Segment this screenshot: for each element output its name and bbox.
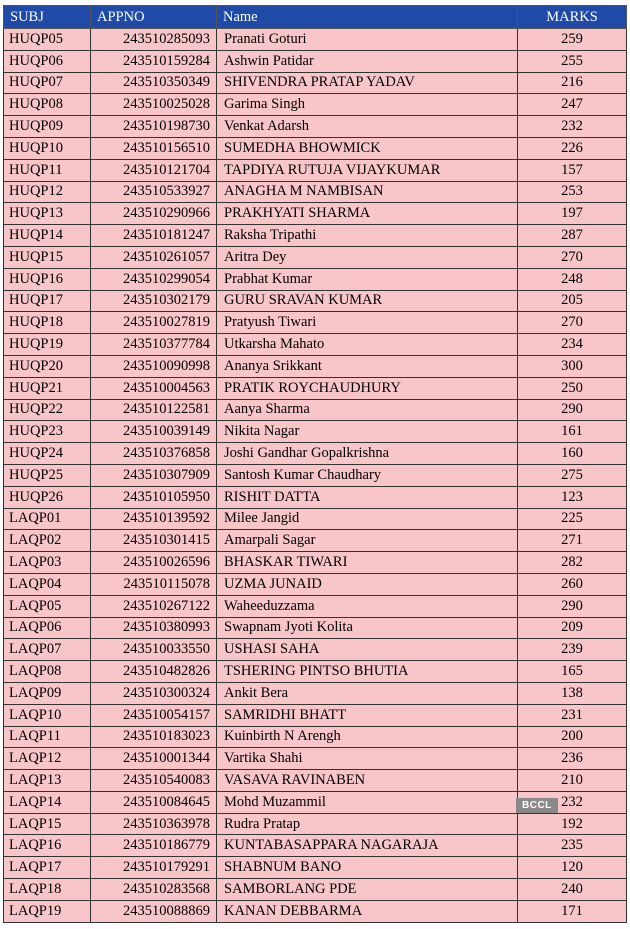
cell-appno: 243510377784 <box>91 334 217 356</box>
cell-name: SUMEDHA BHOWMICK <box>217 137 518 159</box>
cell-subj: LAQP18 <box>4 879 91 901</box>
cell-appno: 243510025028 <box>91 94 217 116</box>
cell-name: Santosh Kumar Chaudhary <box>217 464 518 486</box>
cell-marks: 209 <box>518 617 627 639</box>
cell-subj: HUQP23 <box>4 421 91 443</box>
cell-appno: 243510105950 <box>91 486 217 508</box>
cell-marks: 161 <box>518 421 627 443</box>
table-row <box>4 225 627 247</box>
cell-name: Milee Jangid <box>217 508 518 530</box>
cell-subj: HUQP24 <box>4 443 91 465</box>
cell-name: Raksha Tripathi <box>217 225 518 247</box>
cell-name: Amarpali Sagar <box>217 530 518 552</box>
column-header-marks: MARKS <box>518 6 627 29</box>
cell-name: KANAN DEBBARMA <box>217 900 518 922</box>
cell-marks: 160 <box>518 443 627 465</box>
cell-marks: 235 <box>518 835 627 857</box>
table-row <box>4 748 627 770</box>
table-row <box>4 50 627 72</box>
cell-appno: 243510115078 <box>91 573 217 595</box>
cell-subj: LAQP13 <box>4 770 91 792</box>
cell-marks: 232 <box>518 116 627 138</box>
cell-subj: LAQP01 <box>4 508 91 530</box>
cell-subj: HUQP20 <box>4 355 91 377</box>
cell-name: Mohd Muzammil <box>217 791 518 813</box>
cell-appno: 243510156510 <box>91 137 217 159</box>
table-row <box>4 116 627 138</box>
cell-marks: 205 <box>518 290 627 312</box>
column-header-name: Name <box>217 6 518 29</box>
table-row <box>4 443 627 465</box>
cell-appno: 243510540083 <box>91 770 217 792</box>
cell-name: SAMBORLANG PDE <box>217 879 518 901</box>
table-body <box>4 29 627 923</box>
cell-marks: 248 <box>518 268 627 290</box>
cell-subj: LAQP15 <box>4 813 91 835</box>
bccl-watermark: BCCL <box>516 798 558 813</box>
table-row <box>4 399 627 421</box>
cell-name: Vartika Shahi <box>217 748 518 770</box>
cell-marks: 259 <box>518 29 627 51</box>
cell-marks: 171 <box>518 900 627 922</box>
cell-appno: 243510307909 <box>91 464 217 486</box>
cell-appno: 243510350349 <box>91 72 217 94</box>
cell-subj: HUQP11 <box>4 159 91 181</box>
cell-subj: HUQP07 <box>4 72 91 94</box>
cell-marks: 270 <box>518 246 627 268</box>
cell-marks: 250 <box>518 377 627 399</box>
cell-name: Aritra Dey <box>217 246 518 268</box>
cell-marks: 271 <box>518 530 627 552</box>
cell-marks: 239 <box>518 639 627 661</box>
table-row <box>4 704 627 726</box>
cell-appno: 243510054157 <box>91 704 217 726</box>
cell-name: SAMRIDHI BHATT <box>217 704 518 726</box>
cell-marks: 226 <box>518 137 627 159</box>
cell-appno: 243510285093 <box>91 29 217 51</box>
table-row <box>4 159 627 181</box>
table-row <box>4 334 627 356</box>
cell-subj: LAQP06 <box>4 617 91 639</box>
cell-subj: HUQP16 <box>4 268 91 290</box>
cell-appno: 243510186779 <box>91 835 217 857</box>
table-row <box>4 29 627 51</box>
cell-appno: 243510181247 <box>91 225 217 247</box>
cell-appno: 243510380993 <box>91 617 217 639</box>
table-row <box>4 879 627 901</box>
column-header-subj: SUBJ <box>4 6 91 29</box>
cell-marks: 232 <box>518 791 627 813</box>
cell-name: Pratyush Tiwari <box>217 312 518 334</box>
table-row <box>4 203 627 225</box>
cell-name: UZMA JUNAID <box>217 573 518 595</box>
table-row <box>4 290 627 312</box>
cell-name: Utkarsha Mahato <box>217 334 518 356</box>
cell-subj: LAQP07 <box>4 639 91 661</box>
cell-marks: 275 <box>518 464 627 486</box>
cell-subj: LAQP05 <box>4 595 91 617</box>
cell-subj: LAQP14 <box>4 791 91 813</box>
cell-name: Rudra Pratap <box>217 813 518 835</box>
table-row <box>4 595 627 617</box>
cell-name: Joshi Gandhar Gopalkrishna <box>217 443 518 465</box>
cell-marks: 270 <box>518 312 627 334</box>
cell-subj: LAQP09 <box>4 682 91 704</box>
cell-marks: 225 <box>518 508 627 530</box>
table-row <box>4 726 627 748</box>
cell-subj: HUQP19 <box>4 334 91 356</box>
cell-marks: 247 <box>518 94 627 116</box>
cell-marks: 165 <box>518 661 627 683</box>
table-row <box>4 552 627 574</box>
table-row <box>4 900 627 922</box>
cell-subj: HUQP10 <box>4 137 91 159</box>
cell-appno: 243510283568 <box>91 879 217 901</box>
cell-subj: HUQP14 <box>4 225 91 247</box>
cell-subj: HUQP13 <box>4 203 91 225</box>
cell-appno: 243510122581 <box>91 399 217 421</box>
cell-name: SHIVENDRA PRATAP YADAV <box>217 72 518 94</box>
cell-name: PRAKHYATI SHARMA <box>217 203 518 225</box>
cell-appno: 243510039149 <box>91 421 217 443</box>
table-row <box>4 508 627 530</box>
table-row <box>4 573 627 595</box>
cell-marks: 157 <box>518 159 627 181</box>
cell-subj: HUQP06 <box>4 50 91 72</box>
cell-marks: 231 <box>518 704 627 726</box>
cell-name: KUNTABASAPPARA NAGARAJA <box>217 835 518 857</box>
cell-marks: 200 <box>518 726 627 748</box>
cell-subj: HUQP22 <box>4 399 91 421</box>
cell-name: Aanya Sharma <box>217 399 518 421</box>
table-row <box>4 72 627 94</box>
cell-name: USHASI SAHA <box>217 639 518 661</box>
cell-subj: LAQP10 <box>4 704 91 726</box>
table-row <box>4 661 627 683</box>
cell-marks: 120 <box>518 857 627 879</box>
cell-appno: 243510159284 <box>91 50 217 72</box>
table-row <box>4 486 627 508</box>
table-row <box>4 246 627 268</box>
cell-appno: 243510183023 <box>91 726 217 748</box>
table-row <box>4 835 627 857</box>
cell-name: Prabhat Kumar <box>217 268 518 290</box>
cell-name: ANAGHA M NAMBISAN <box>217 181 518 203</box>
cell-marks: 192 <box>518 813 627 835</box>
cell-appno: 243510033550 <box>91 639 217 661</box>
cell-subj: HUQP09 <box>4 116 91 138</box>
cell-appno: 243510533927 <box>91 181 217 203</box>
cell-name: GURU SRAVAN KUMAR <box>217 290 518 312</box>
cell-subj: HUQP15 <box>4 246 91 268</box>
cell-subj: HUQP26 <box>4 486 91 508</box>
cell-appno: 243510027819 <box>91 312 217 334</box>
header-row <box>4 6 627 29</box>
table-row <box>4 421 627 443</box>
cell-appno: 243510088869 <box>91 900 217 922</box>
table-row <box>4 312 627 334</box>
cell-marks: 290 <box>518 399 627 421</box>
cell-name: Waheeduzzama <box>217 595 518 617</box>
cell-subj: HUQP08 <box>4 94 91 116</box>
cell-marks: 234 <box>518 334 627 356</box>
cell-marks: 138 <box>518 682 627 704</box>
cell-appno: 243510376858 <box>91 443 217 465</box>
cell-name: SHABNUM BANO <box>217 857 518 879</box>
cell-appno: 243510302179 <box>91 290 217 312</box>
cell-appno: 243510299054 <box>91 268 217 290</box>
cell-marks: 240 <box>518 879 627 901</box>
cell-marks: 123 <box>518 486 627 508</box>
cell-appno: 243510121704 <box>91 159 217 181</box>
cell-subj: HUQP18 <box>4 312 91 334</box>
cell-subj: LAQP08 <box>4 661 91 683</box>
cell-appno: 243510482826 <box>91 661 217 683</box>
cell-subj: HUQP12 <box>4 181 91 203</box>
cell-name: TAPDIYA RUTUJA VIJAYKUMAR <box>217 159 518 181</box>
cell-name: Ankit Bera <box>217 682 518 704</box>
cell-name: BHASKAR TIWARI <box>217 552 518 574</box>
cell-subj: HUQP25 <box>4 464 91 486</box>
table-row <box>4 137 627 159</box>
cell-marks: 260 <box>518 573 627 595</box>
table-row <box>4 94 627 116</box>
table-row <box>4 617 627 639</box>
cell-name: Swapnam Jyoti Kolita <box>217 617 518 639</box>
cell-subj: LAQP12 <box>4 748 91 770</box>
table-row <box>4 639 627 661</box>
cell-name: RISHIT DATTA <box>217 486 518 508</box>
cell-marks: 210 <box>518 770 627 792</box>
cell-appno: 243510301415 <box>91 530 217 552</box>
cell-marks: 282 <box>518 552 627 574</box>
cell-marks: 236 <box>518 748 627 770</box>
cell-name: Ashwin Patidar <box>217 50 518 72</box>
cell-name: Kuinbirth N Arengh <box>217 726 518 748</box>
table-row <box>4 682 627 704</box>
cell-name: VASAVA RAVINABEN <box>217 770 518 792</box>
cell-appno: 243510090998 <box>91 355 217 377</box>
cell-subj: LAQP04 <box>4 573 91 595</box>
cell-marks: 287 <box>518 225 627 247</box>
cell-appno: 243510300324 <box>91 682 217 704</box>
table-row <box>4 813 627 835</box>
table-row <box>4 464 627 486</box>
table-row <box>4 355 627 377</box>
cell-name: Nikita Nagar <box>217 421 518 443</box>
cell-appno: 243510026596 <box>91 552 217 574</box>
table-row <box>4 377 627 399</box>
results-table <box>3 5 627 923</box>
cell-subj: LAQP11 <box>4 726 91 748</box>
table-row <box>4 857 627 879</box>
cell-subj: HUQP05 <box>4 29 91 51</box>
cell-subj: LAQP03 <box>4 552 91 574</box>
cell-name: Pranati Goturi <box>217 29 518 51</box>
table-row <box>4 268 627 290</box>
cell-subj: LAQP16 <box>4 835 91 857</box>
cell-subj: LAQP02 <box>4 530 91 552</box>
cell-marks: 255 <box>518 50 627 72</box>
cell-marks: 290 <box>518 595 627 617</box>
cell-subj: LAQP17 <box>4 857 91 879</box>
cell-name: PRATIK ROYCHAUDHURY <box>217 377 518 399</box>
cell-appno: 243510261057 <box>91 246 217 268</box>
cell-subj: HUQP17 <box>4 290 91 312</box>
table-row <box>4 530 627 552</box>
cell-appno: 243510198730 <box>91 116 217 138</box>
table-row <box>4 181 627 203</box>
cell-marks: 197 <box>518 203 627 225</box>
column-header-appno: APPNO <box>91 6 217 29</box>
cell-name: TSHERING PINTSO BHUTIA <box>217 661 518 683</box>
cell-marks: 300 <box>518 355 627 377</box>
cell-appno: 243510139592 <box>91 508 217 530</box>
cell-appno: 243510084645 <box>91 791 217 813</box>
cell-appno: 243510179291 <box>91 857 217 879</box>
cell-marks: 216 <box>518 72 627 94</box>
cell-name: Venkat Adarsh <box>217 116 518 138</box>
cell-name: Ananya Srikkant <box>217 355 518 377</box>
table-row <box>4 770 627 792</box>
cell-appno: 243510363978 <box>91 813 217 835</box>
cell-appno: 243510004563 <box>91 377 217 399</box>
cell-marks: 253 <box>518 181 627 203</box>
cell-appno: 243510290966 <box>91 203 217 225</box>
cell-name: Garima Singh <box>217 94 518 116</box>
cell-subj: LAQP19 <box>4 900 91 922</box>
cell-appno: 243510267122 <box>91 595 217 617</box>
cell-appno: 243510001344 <box>91 748 217 770</box>
cell-subj: HUQP21 <box>4 377 91 399</box>
